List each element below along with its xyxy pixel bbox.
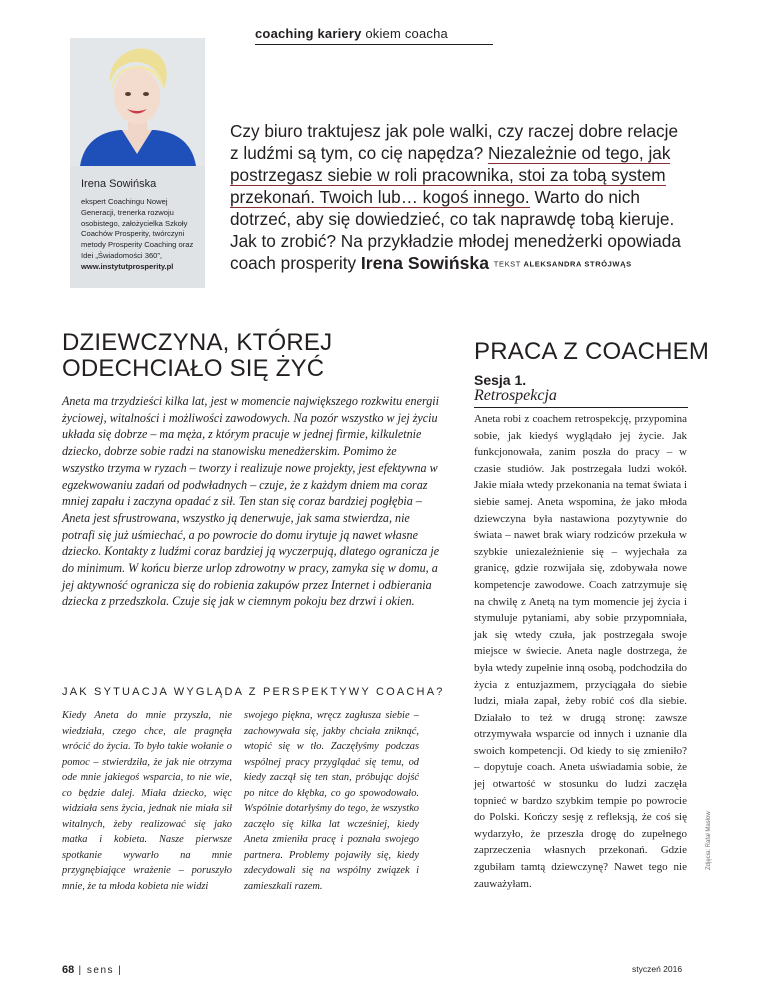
lead-underlined: Niezależnie od tego, jak postrzegasz siebie w roli pracownika, stoi za tobą system przekonań. Twoich lub… kogoś innego. (230, 143, 671, 207)
header-divider (255, 44, 493, 45)
byline-author: ALEKSANDRA STRÓJWĄS (523, 259, 632, 269)
lead-part-2: Warto do nich dotrzeć, aby się dowiedzieć, co tak naprawdę tobą kieruje. Jak to zrobić? Na przykładzie młodej menedżerki opowiada coach prosperity (230, 187, 681, 273)
coach-perspective-subheading: JAK SYTUACJA WYGLĄDA Z PERSPEKTYWY COACHA? (62, 686, 445, 698)
footer-left: 68 | sens | (62, 964, 123, 976)
lead-author: Irena Sowińska (360, 253, 489, 273)
coach-text-column-2: swojego piękna, wręcz zagłusza siebie – zachowywała się, jakby chciała zniknąć, wtopić się w tło. Zaczęłyśmy podczas wspólnej pracy przyglądać się temu, od kiedy zaczął się ten stan, próbując dojść po nitce do kłębka, co go spowodowało. Wspólnie dotarłyśmy do tego, że wszystko zaczęło się kilka lat wcześniej, kiedy Aneta zmieniła pracę i poznała swojego partnera. Problemy pojawiły się, kiedy zdecydowali się na wspólny związek i zamieszkali razem. (244, 710, 419, 892)
coach-text-column-1: Kiedy Aneta do mnie przyszła, nie wiedziała, czego chce, ale pragnęła wrócić do życia. To było takie wołanie o pomoc – stwierdziła, że jak nie otrzyma ode mnie jakiegoś wsparcia, to nie wie, co będzie dalej. Miała dziecko, więc widziała sens życia, jednak nie miała sił witalnych, żeby realizować się jako matka i kobieta. Nasze pierwsze spotkanie wywarło na mnie przygnębiające wrażenie – poruszyło mnie, że ta młoda kobieta nie widzi (62, 710, 232, 892)
byline (494, 259, 632, 268)
section-name: coaching kariery (255, 26, 362, 41)
magazine-name: sens (86, 965, 115, 976)
lead-paragraph (230, 120, 685, 275)
section-subname: okiem coacha (365, 26, 448, 41)
session-title: Retrospekcja (474, 387, 557, 404)
byline-label: TEKST (493, 259, 521, 269)
section-header (255, 26, 493, 41)
author-bio-text: ekspert Coachingu Nowej Generacji, trenerka rozwoju osobistego, założycielka Szkoły Coachów Prosperity, twórczyni metody Prosperity Coaching oraz Idei „Świadomości 360”, (81, 197, 194, 260)
issue-date: styczeń 2016 (632, 964, 683, 974)
author-portrait (70, 38, 205, 166)
page-number: 68 (62, 964, 75, 976)
session-body: Aneta robi z coachem retrospekcję, przypomina sobie, jak kiedyś wyglądało jej życie. Jak funkcjonowała, zanim poszła do pracy – w czasie studiów. Jak postrzegała ludzi wokół. Jakie miała wtedy przekonania na temat świata i siebie samej. Aneta wspomina, że jako młoda dziewczyna była nastawiona pozytywnie do świata – nawet brak wiary rodziców przekuła w szybkie uniezależnienie się – wyjechała za granicę, gdzie rozwijała się, zdobywała nowe kompetencje zawodowe. Coach zatrzymuje się na chwilę z Anetą na tym momencie jej życia i stymuluje pytaniami, aby sobie przypomniała, jak się wtedy czuła, jak postrzegała swoje miejsce w świecie. Aneta nagle dostrzega, że była wtedy zupełnie inną osobą, podchodziła do życia z entuzjazmem, przyciągała do siebie ludzi, miała zapał, żeby robić coś dla siebie. Działało to też w drugą stronę: zawsze otrzymywała wsparcie od innych i uznanie dla swoich kompetencji. Od kiedy to się zmieniło? – dopytuje coach. Aneta uświadamia sobie, że jej otwartość w stosunku do ludzi zaczęła topnieć w bardzo szybkim tempie po powrocie do Polski. Kończy sesję z refleksją, że coś się wydarzyło, że przeszła drogę do zupełnego zaprzeczenia własnych przekonań. Gdzie zgubiłam tamtą dziewczynę? Nawet tego nie zauważyłam. (474, 413, 687, 890)
author-name: Irena Sowińska (81, 178, 157, 190)
photo-credit: Zdjęcia: Rafał Masłow (706, 811, 712, 870)
author-website[interactable]: www.instytutprosperity.pl (81, 261, 174, 271)
lead-part-1: Czy biuro traktujesz jak pole walki, czy raczej dobre relacje z ludźmi są tym, co cię napędza? (230, 121, 679, 163)
author-bio (81, 197, 203, 273)
left-heading: DZIEWCZYNA, KTÓREJ ODECHCIAŁO SIĘ ŻYĆ (62, 329, 333, 382)
intro-paragraph: Aneta ma trzydzieści kilka lat, jest w momencie największego rozkwitu energii życiowej, witalności i możliwości zawodowych. Na pozór wszystko w jej życiu układa się dobrze – ma męża, z którym pracuje w jednej firmie, kilkuletnie dziecko, dobrze sobie radzi na stanowisku menedżerskim. Pomimo że wszystko trzyma w ryzach – tworzy i realizuje nowe projekty, jest efektywna w egzekwowaniu zadań od podwładnych – czuje, że z każdym dniem ma coraz mniej zapału i zaczyna opadać z sił. Ten stan się coraz bardziej pogłębia – Aneta jest sfrustrowana, wszystko ją denerwuje, jak sama stwierdza, nie potrafi się już uśmiechać, a po powrocie do domu irytuje ją nawet własne dziecko. Kontakty z ludźmi coraz bardziej ją wyczerpują, dlatego ogranicza je do minimum. W końcu bierze urlop zdrowotny w pracy, zamyka się w domu, a jej aktywność ogranicza się do robienia zakupów przez Internet i odbierania dziecka z przedszkola. Czuje się jak w ciemnym pokoju bez drzwi i okien. (62, 394, 440, 609)
session-divider (474, 407, 688, 408)
right-heading: PRACA Z COACHEM (474, 338, 710, 365)
session-number: Sesja 1. (474, 372, 527, 388)
